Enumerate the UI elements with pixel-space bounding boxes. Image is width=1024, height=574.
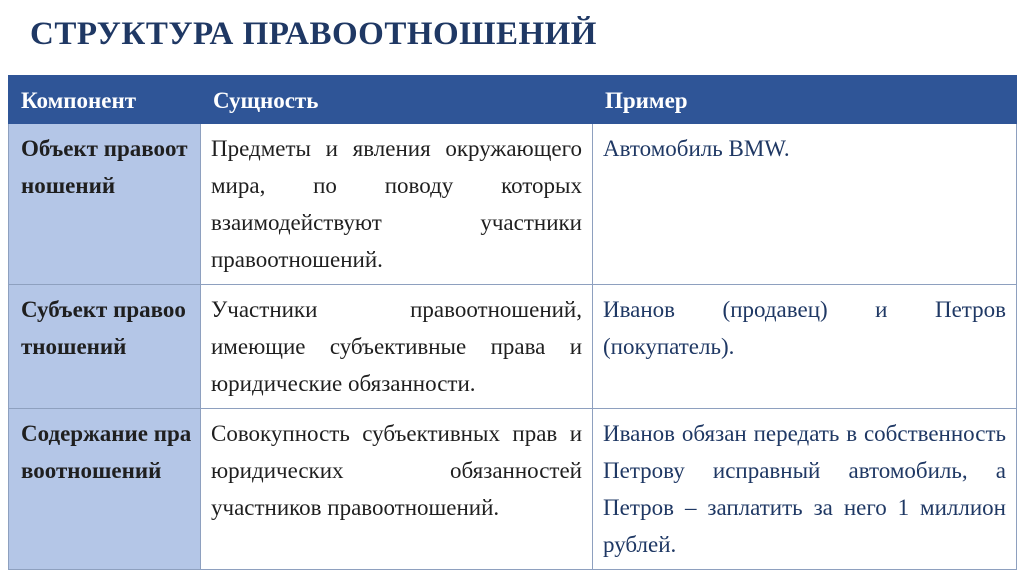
header-essence: Сущность [201,76,593,124]
cell-component: Субъект правоотношений [9,285,201,409]
cell-essence: Участники правоотношений, имеющие субъективные права и юридические обязанности. [201,285,593,409]
table-row [9,124,1017,285]
page-title: СТРУКТУРА ПРАВООТНОШЕНИЙ [30,16,597,52]
cell-essence: Предметы и явления окружающего мира, по поводу которых взаимодействуют участники правоотношений. [201,124,593,285]
table-header-row [9,76,1017,124]
table-row [9,409,1017,570]
cell-component: Объект правоотношений [9,124,201,285]
cell-example: Иванов обязан передать в собственность Петрову исправный автомобиль, а Петров – заплатить за него 1 миллион рублей. [593,409,1017,570]
cell-essence: Совокупность субъективных прав и юридических обязанностей участников правоотношений. [201,409,593,570]
header-example: Пример [593,76,1017,124]
cell-component: Содержание правоотношений [9,409,201,570]
header-component: Компонент [9,76,201,124]
cell-example: Иванов (продавец) и Петров (покупатель). [593,285,1017,409]
table-row [9,285,1017,409]
structure-table [8,75,1017,570]
cell-example: Автомобиль BMW. [593,124,1017,285]
